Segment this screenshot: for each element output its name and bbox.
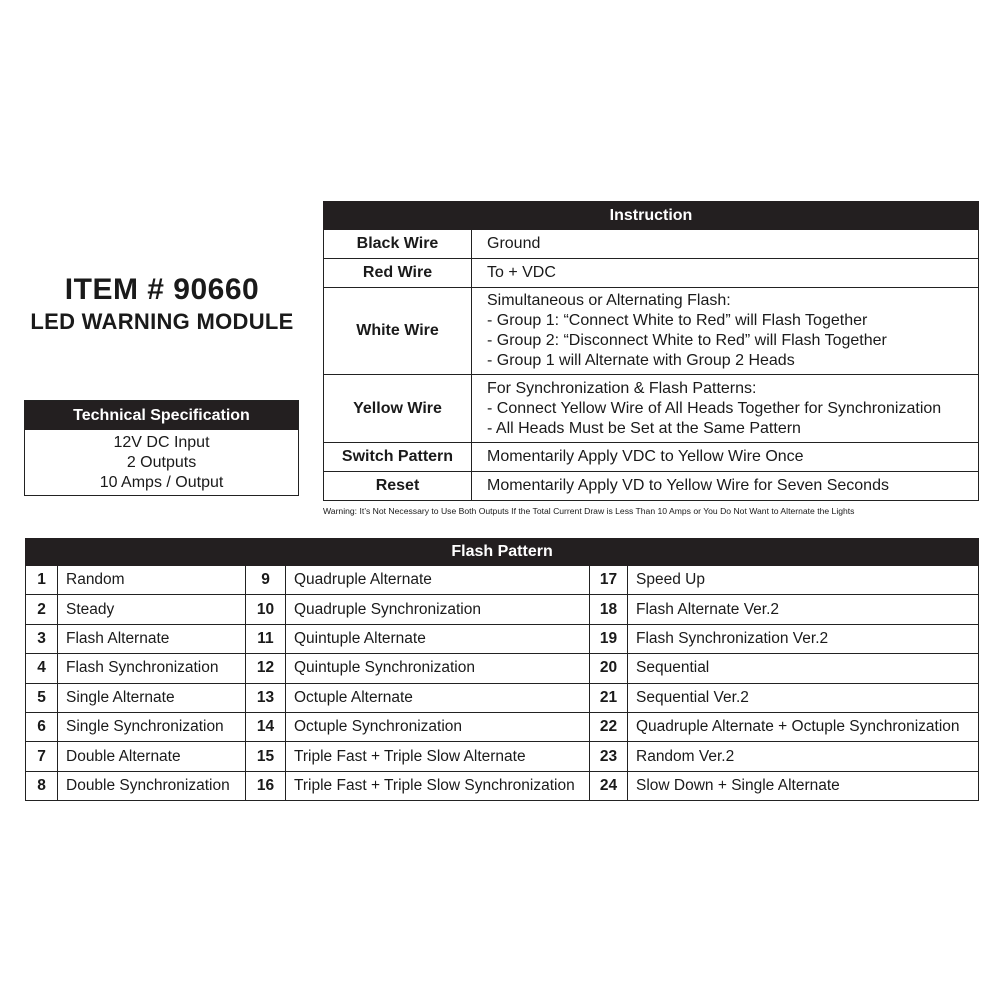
flash-pattern-row	[26, 771, 979, 800]
flash-pattern-row	[26, 566, 979, 595]
pattern-name: Random	[58, 566, 246, 595]
flash-pattern-header: Flash Pattern	[26, 539, 979, 566]
warning-note: Warning: It’s Not Necessary to Use Both Outputs If the Total Current Draw is Less Than 10 Amps or You Do Not Want to Alternate the Lights	[323, 506, 855, 516]
instruction-line: Simultaneous or Alternating Flash:	[487, 292, 731, 309]
pattern-name: Quintuple Alternate	[286, 624, 590, 653]
pattern-number: 18	[590, 595, 628, 624]
instruction-label: Black Wire	[324, 230, 472, 259]
pattern-name: Sequential Ver.2	[628, 683, 979, 712]
pattern-number: 23	[590, 742, 628, 771]
pattern-name: Sequential	[628, 654, 979, 683]
instruction-row	[324, 443, 979, 472]
instruction-line: - All Heads Must be Set at the Same Pattern	[487, 419, 801, 437]
spec-line: 2 Outputs	[126, 454, 197, 471]
pattern-number: 24	[590, 771, 628, 800]
pattern-name: Random Ver.2	[628, 742, 979, 771]
instruction-line: - Group 2: “Disconnect White to Red” will Flash Together	[487, 332, 887, 349]
instruction-line: To + VDC	[487, 264, 556, 281]
pattern-number: 15	[246, 742, 286, 771]
pattern-number: 14	[246, 712, 286, 741]
flash-pattern-row	[26, 683, 979, 712]
pattern-number: 3	[26, 624, 58, 653]
instruction-line: Momentarily Apply VD to Yellow Wire for Seven Seconds	[487, 477, 889, 494]
instruction-value	[472, 472, 979, 501]
instruction-value	[472, 375, 979, 443]
pattern-number: 19	[590, 624, 628, 653]
instruction-line: - Group 1 will Alternate with Group 2 Heads	[487, 352, 795, 369]
pattern-number: 12	[246, 654, 286, 683]
pattern-name: Quadruple Alternate	[286, 566, 590, 595]
flash-pattern-table	[25, 538, 979, 801]
pattern-number: 1	[26, 566, 58, 595]
pattern-number: 9	[246, 566, 286, 595]
flash-pattern-row	[26, 654, 979, 683]
pattern-name: Double Alternate	[58, 742, 246, 771]
flash-pattern-row	[26, 742, 979, 771]
instruction-row	[324, 375, 979, 443]
flash-pattern-row	[26, 712, 979, 741]
pattern-number: 2	[26, 595, 58, 624]
instruction-label: Switch Pattern	[324, 443, 472, 472]
pattern-name: Steady	[58, 595, 246, 624]
pattern-number: 22	[590, 712, 628, 741]
instruction-row	[324, 259, 979, 288]
pattern-number: 11	[246, 624, 286, 653]
instruction-header: Instruction	[324, 202, 979, 230]
instruction-label: Yellow Wire	[324, 375, 472, 443]
pattern-name: Single Synchronization	[58, 712, 246, 741]
spec-header: Technical Specification	[25, 401, 298, 430]
item-number: ITEM # 90660	[64, 273, 260, 306]
instruction-row	[324, 472, 979, 501]
instruction-line: - Connect Yellow Wire of All Heads Together for Synchronization	[487, 399, 942, 417]
instruction-line: Ground	[487, 235, 541, 252]
instruction-row	[324, 288, 979, 375]
spec-line: 10 Amps / Output	[99, 474, 224, 491]
pattern-name: Flash Synchronization Ver.2	[628, 624, 979, 653]
instruction-value	[472, 259, 979, 288]
pattern-number: 4	[26, 654, 58, 683]
pattern-name: Flash Synchronization	[58, 654, 246, 683]
pattern-number: 20	[590, 654, 628, 683]
instruction-line: - Group 1: “Connect White to Red” will Flash Together	[487, 312, 868, 329]
pattern-number: 21	[590, 683, 628, 712]
instruction-label: Red Wire	[324, 259, 472, 288]
instruction-line: For Synchronization & Flash Patterns:	[487, 379, 757, 397]
flash-pattern-row	[26, 595, 979, 624]
pattern-name: Triple Fast + Triple Slow Alternate	[286, 742, 590, 771]
item-subtitle: LED WARNING MODULE	[30, 309, 294, 334]
spec-body	[25, 430, 298, 493]
instruction-label: Reset	[324, 472, 472, 501]
pattern-number: 6	[26, 712, 58, 741]
pattern-number: 5	[26, 683, 58, 712]
flash-pattern-row	[26, 624, 979, 653]
pattern-number: 7	[26, 742, 58, 771]
pattern-name: Single Alternate	[58, 683, 246, 712]
item-title-block	[22, 272, 302, 336]
pattern-name: Flash Alternate	[58, 624, 246, 653]
pattern-name: Speed Up	[628, 566, 979, 595]
pattern-name: Quintuple Synchronization	[286, 654, 590, 683]
pattern-number: 13	[246, 683, 286, 712]
pattern-name: Octuple Alternate	[286, 683, 590, 712]
pattern-name: Quadruple Synchronization	[286, 595, 590, 624]
technical-specification-box	[24, 400, 299, 496]
pattern-number: 10	[246, 595, 286, 624]
pattern-name: Double Synchronization	[58, 771, 246, 800]
pattern-number: 8	[26, 771, 58, 800]
instruction-line: Momentarily Apply VDC to Yellow Wire Once	[487, 448, 804, 465]
spec-line: 12V DC Input	[113, 434, 210, 451]
instruction-value	[472, 443, 979, 472]
pattern-number: 16	[246, 771, 286, 800]
instruction-value	[472, 230, 979, 259]
pattern-name: Flash Alternate Ver.2	[628, 595, 979, 624]
pattern-name: Slow Down + Single Alternate	[628, 771, 979, 800]
pattern-name: Quadruple Alternate + Octuple Synchronization	[628, 712, 979, 741]
pattern-name: Triple Fast + Triple Slow Synchronization	[286, 771, 590, 800]
instruction-row	[324, 230, 979, 259]
instruction-value	[472, 288, 979, 375]
instruction-table	[323, 201, 979, 501]
instruction-label: White Wire	[324, 288, 472, 375]
pattern-name: Octuple Synchronization	[286, 712, 590, 741]
pattern-number: 17	[590, 566, 628, 595]
